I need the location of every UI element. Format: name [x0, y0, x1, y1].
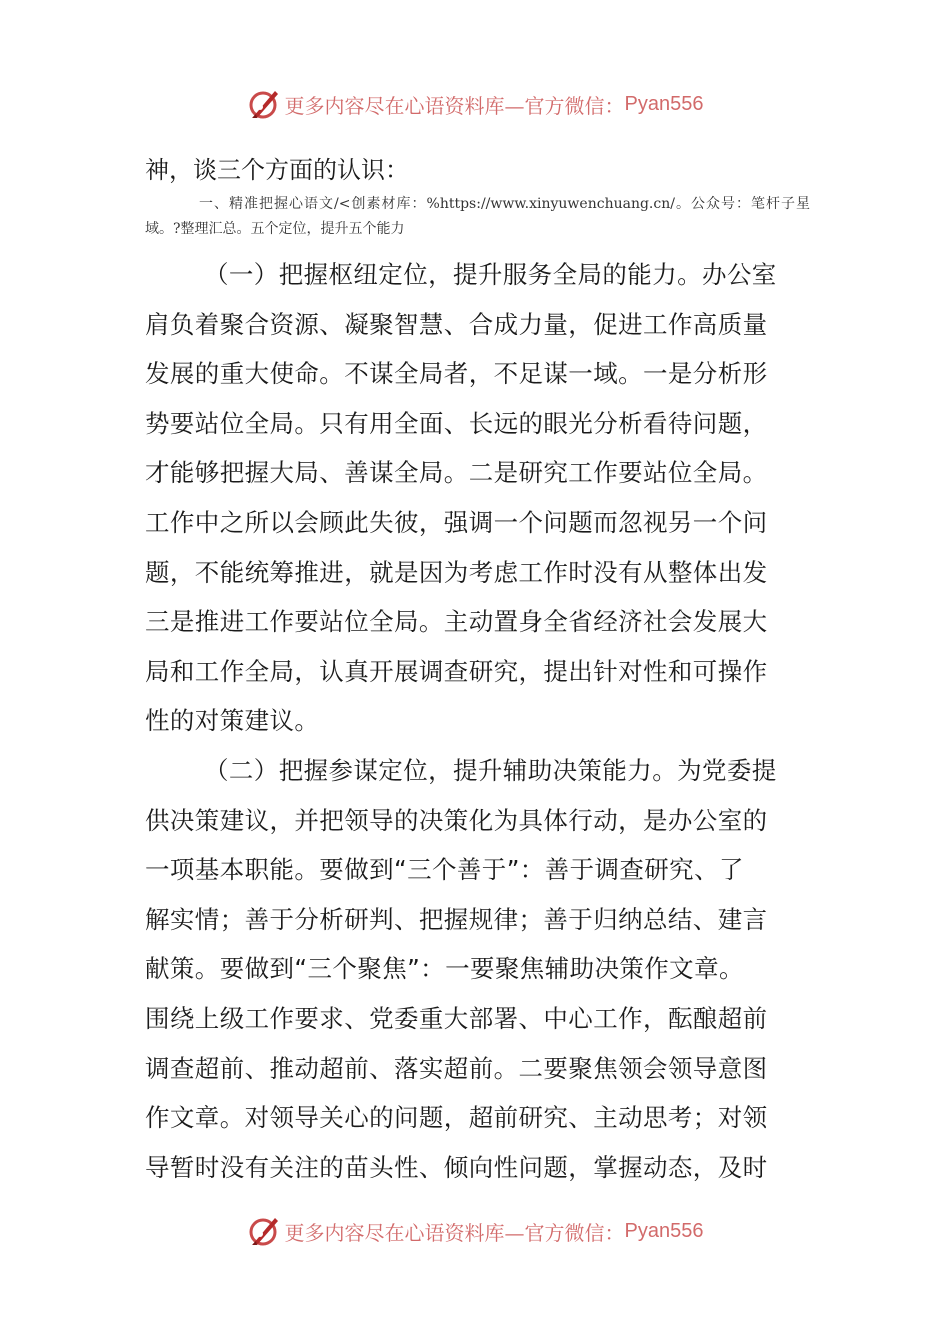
paragraph-line: 一项基本职能。要做到“三个善于”：善于调查研究、了	[145, 855, 744, 885]
paragraph-line: （一）把握枢纽定位，提升服务全局的能力。办公室	[204, 260, 777, 289]
paragraph-line: 性的对策建议。	[145, 706, 320, 736]
watermark-wechat-id: Pyan556	[624, 1219, 704, 1242]
section-heading: 神，谈三个方面的认识：	[145, 156, 409, 184]
paragraph-line: 三是推进工作要站位全局。主动置身全省经济社会发展大	[145, 607, 768, 637]
paragraph-line: 题，不能统筹推进，就是因为考虑工作时没有从整体出发	[145, 557, 768, 587]
paragraph-line: 局和工作全局，认真开展调查研究，提出针对性和可操作	[145, 656, 768, 686]
paragraph-line: 调查超前、推动超前、落实超前。二要聚焦领会领导意图	[145, 1053, 768, 1083]
paragraph-line: 才能够把握大局、善谋全局。二是研究工作要站位全局。	[145, 458, 768, 488]
paragraph-line: 围绕上级工作要求、党委重大部署、中心工作，酝酿超前	[145, 1003, 768, 1033]
watermark-wechat-id: Pyan556	[624, 92, 704, 115]
watermark-banner-top	[0, 84, 950, 124]
paragraph-line: 工作中之所以会顾此失彼，强调一个问题而忽视另一个问	[145, 507, 768, 537]
paragraph-line: 导暂时没有关注的苗头性、倾向性问题，掌握动态，及时	[145, 1152, 768, 1182]
document-body	[145, 148, 810, 1192]
paragraph-line: 势要站位全局。只有用全面、长远的眼光分析看待问题，	[145, 408, 768, 438]
paragraph-line: 作文章。对领导关心的问题，超前研究、主动思考；对领	[145, 1103, 768, 1133]
paragraph-line: （二）把握参谋定位，提升辅助决策能力。为党委提	[204, 755, 777, 785]
paragraph-line: 解实情；善于分析研判、把握规律；善于归纳总结、建言	[145, 904, 768, 934]
paragraph-line: 供决策建议，并把领导的决策化为具体行动，是办公室的	[145, 805, 768, 835]
source-note: 一、精准把握心语文/<创素材库：%https://www.xinyuwenchuang.cn/。公众号：笔杆子星域。?整理汇总。五个定位，提升五个能力	[145, 196, 810, 237]
quill-pen-logo-icon	[247, 87, 281, 121]
paragraph-line: 献策。要做到“三个聚焦”：一要聚焦辅助决策作文章。	[145, 954, 744, 984]
watermark-text: 更多内容尽在心语资料库—官方微信：	[284, 1220, 625, 1245]
watermark-text: 更多内容尽在心语资料库—官方微信：	[284, 93, 625, 118]
paragraph-line: 发展的重大使命。不谋全局者，不足谋一域。一是分析形	[145, 359, 768, 389]
quill-pen-logo-icon	[247, 1214, 281, 1248]
watermark-banner-bottom	[0, 1211, 950, 1251]
paragraph-1	[145, 250, 810, 746]
paragraph-line: 肩负着聚合资源、凝聚智慧、合成力量，促进工作高质量	[145, 309, 768, 339]
paragraph-2	[145, 746, 810, 1192]
